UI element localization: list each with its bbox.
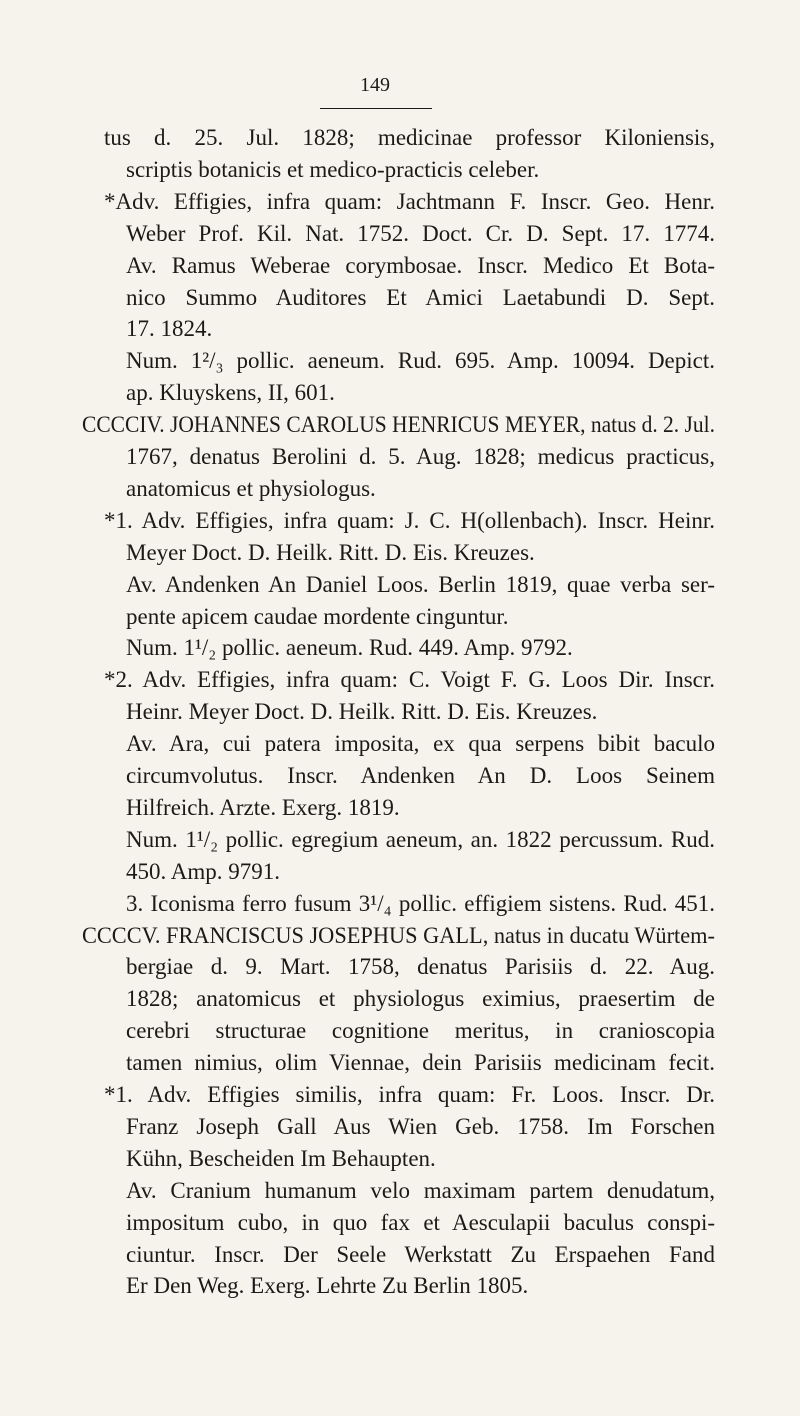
text-line: Kühn, Bescheiden Im Behaupten. bbox=[126, 1145, 436, 1171]
text-line: Weber Prof. Kil. Nat. 1752. Doct. Cr. D. Sept. 17. 1774. bbox=[126, 220, 715, 246]
text-line: tamen nimius, olim Viennae, dein Parisiis medicinam fecit. bbox=[126, 1050, 715, 1076]
text-line: 1767, denatus Berolini d. 5. Aug. 1828; medicus practicus, bbox=[126, 444, 715, 469]
header-rule bbox=[320, 108, 432, 109]
text-line: CCCCV. FRANCISCUS JOSEPHUS GALL, natus in ducatu Würtem- bbox=[82, 922, 715, 948]
text-line: Hilfreich. Arzte. Exerg. 1819. bbox=[126, 794, 400, 820]
text-line: Franz Joseph Gall Aus Wien Geb. 1758. Im Forschen bbox=[126, 1113, 715, 1139]
text-line: 450. Amp. 9791. bbox=[126, 858, 280, 884]
text-line: Av. Andenken An Daniel Loos. Berlin 1819, quae verba ser- bbox=[126, 571, 715, 597]
text-line: ap. Kluyskens, II, 601. bbox=[126, 380, 335, 406]
text-line: 3. Iconisma ferro fusum 3¹/₄ pollic. effigiem sistens. Rud. 451. bbox=[126, 890, 715, 916]
text-line: Num. 1²/₃ pollic. aeneum. Rud. 695. Amp. 10094. Depict. bbox=[126, 348, 715, 374]
text-line: Er Den Weg. Exerg. Lehrte Zu Berlin 1805. bbox=[126, 1273, 529, 1299]
text-line: ciuntur. Inscr. Der Seele Werkstatt Zu Erspaehen Fand bbox=[126, 1241, 715, 1267]
text-line: Num. 1¹/₂ pollic. aeneum. Rud. 449. Amp. 9792. bbox=[126, 635, 573, 661]
text-line: Av. Ara, cui patera imposita, ex qua serpens bibit baculo bbox=[126, 731, 715, 757]
text-line: tus d. 25. Jul. 1828; medicinae professor Kiloniensis, bbox=[104, 125, 715, 150]
text-line: Num. 1¹/₂ pollic. egregium aeneum, an. 1822 percussum. Rud. bbox=[126, 826, 715, 852]
text-line: anatomicus et physiologus. bbox=[126, 475, 376, 501]
text-line: bergiae d. 9. Mart. 1758, denatus Parisiis d. 22. Aug. bbox=[126, 954, 715, 980]
text-line: scriptis botanicis et medico-practicis celeber. bbox=[126, 156, 540, 182]
text-line: CCCCIV. JOHANNES CAROLUS HENRICUS MEYER, natus d. 2. Jul. bbox=[82, 412, 715, 438]
text-line: 1828; anatomicus et physiologus eximius, praesertim de bbox=[126, 986, 715, 1012]
text-line: pente apicem caudae mordente cinguntur. bbox=[126, 603, 509, 629]
text-line: nico Summo Auditores Et Amici Laetabundi D. Sept. bbox=[126, 284, 715, 310]
text-line: circumvolutus. Inscr. Andenken An D. Loos Seinem bbox=[126, 763, 715, 788]
text-line: Av. Ramus Weberae corymbosae. Inscr. Medico Et Bota- bbox=[126, 252, 715, 278]
text-line: *1. Adv. Effigies, infra quam: J. C. H(ollenbach). Inscr. Heinr. bbox=[104, 507, 715, 533]
text-line: impositum cubo, in quo fax et Aesculapii baculus conspi- bbox=[126, 1209, 715, 1235]
text-line: 17. 1824. bbox=[126, 316, 213, 342]
page-number: 149 bbox=[360, 74, 390, 96]
text-line: *Adv. Effigies, infra quam: Jachtmann F. Inscr. Geo. Henr. bbox=[104, 188, 715, 214]
text-line: Heinr. Meyer Doct. D. Heilk. Ritt. D. Eis. Kreuzes. bbox=[126, 699, 598, 725]
text-line: cerebri structurae cognitione meritus, in cranioscopia bbox=[126, 1018, 715, 1044]
text-line: Av. Cranium humanum velo maximam partem denudatum, bbox=[126, 1177, 715, 1203]
text-line: *2. Adv. Effigies, infra quam: C. Voigt F. G. Loos Dir. Inscr. bbox=[104, 667, 715, 693]
text-line: Meyer Doct. D. Heilk. Ritt. D. Eis. Kreuzes. bbox=[126, 539, 535, 565]
text-line: *1. Adv. Effigies similis, infra quam: Fr. Loos. Inscr. Dr. bbox=[104, 1082, 715, 1107]
